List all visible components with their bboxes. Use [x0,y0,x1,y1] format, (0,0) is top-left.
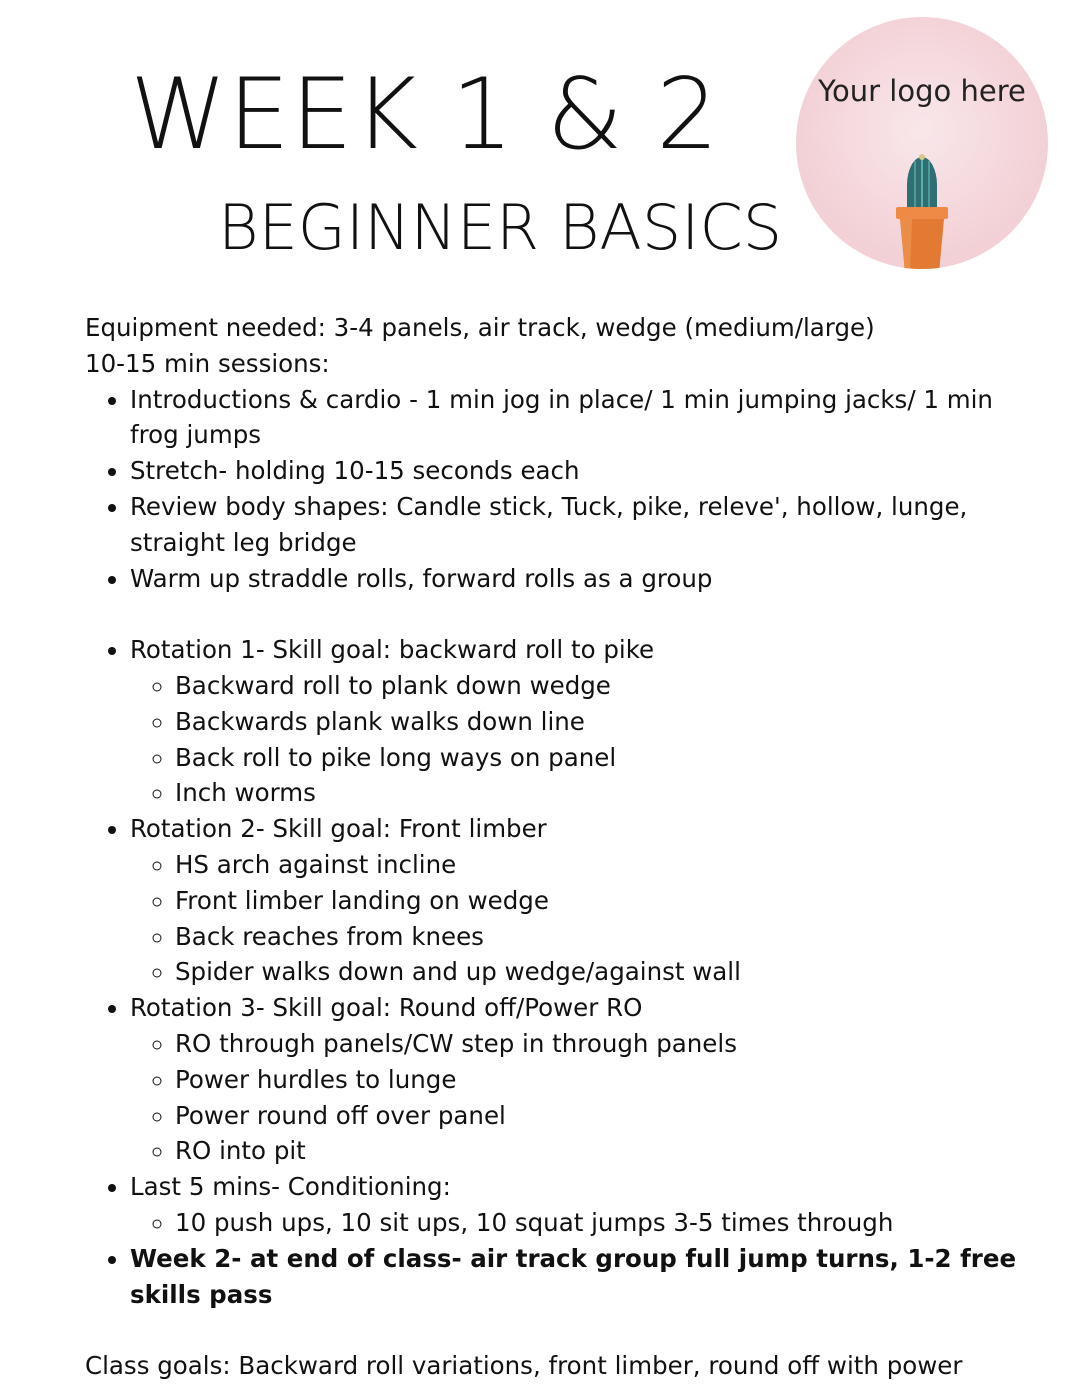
rotation-list [85,632,1045,1312]
list-item: • Introductions & cardio - 1 min jog in place/ 1 min jumping jacks/ 1 min frog jumps [130,382,1045,454]
rotation-label: Rotation 1- Skill goal: backward roll to pike [130,635,655,665]
rotation-2-items [130,847,1045,990]
rotation-label: Rotation 3- Skill goal: Round off/Power RO [130,993,643,1023]
rotation-1-items [130,668,1045,811]
conditioning-items [130,1205,1045,1241]
list-item: ◦ RO through panels/CW step in through panels [175,1026,1045,1062]
page-subtitle: BEGINNER BASICS [218,191,783,264]
list-item: ◦ HS arch against incline [175,847,1045,883]
logo-text: Your logo here [818,74,1026,108]
page-title: WEEK 1 & 2 [130,58,720,172]
cactus-icon [892,137,952,269]
class-goals: Class goals: Backward roll variations, front limber, round off with power [85,1351,963,1381]
warmup-list [85,382,1045,597]
list-item: ◦ Spider walks down and up wedge/against wall [175,954,1045,990]
sessions-line: 10-15 min sessions: [85,348,330,378]
list-item: ◦ Inch worms [175,775,1045,811]
list-item: ◦ Back roll to pike long ways on panel [175,740,1045,776]
logo-placeholder [796,17,1048,269]
list-item: ◦ Back reaches from knees [175,919,1045,955]
list-item: ◦ Power round off over panel [175,1098,1045,1134]
list-item: ◦ 10 push ups, 10 sit ups, 10 squat jumps 3-5 times through [175,1205,1045,1241]
list-item: • Review body shapes: Candle stick, Tuck, pike, releve', hollow, lunge, straight leg bridge [130,489,1045,561]
list-item: ◦ Backward roll to plank down wedge [175,668,1045,704]
week2-note: • Week 2- at end of class- air track group full jump turns, 1-2 free skills pass [130,1241,1045,1313]
rotation-label: Rotation 2- Skill goal: Front limber [130,814,547,844]
list-item: • Stretch- holding 10-15 seconds each [130,453,1045,489]
spacer [85,596,1045,632]
equipment-line: Equipment needed: 3-4 panels, air track, wedge (medium/large) [85,313,875,342]
list-item: ◦ Front limber landing on wedge [175,883,1045,919]
rotation-3 [130,990,1045,1169]
rotation-2 [130,811,1045,990]
rotation-label: Last 5 mins- Conditioning: [130,1172,451,1202]
list-item: ◦ Power hurdles to lunge [175,1062,1045,1098]
conditioning [130,1169,1045,1241]
rotation-3-items [130,1026,1045,1169]
rotation-1 [130,632,1045,811]
list-item: • Warm up straddle rolls, forward rolls as a group [130,561,1045,597]
list-item: ◦ RO into pit [175,1133,1045,1169]
list-item: ◦ Backwards plank walks down line [175,704,1045,740]
document-body [85,310,1045,1384]
